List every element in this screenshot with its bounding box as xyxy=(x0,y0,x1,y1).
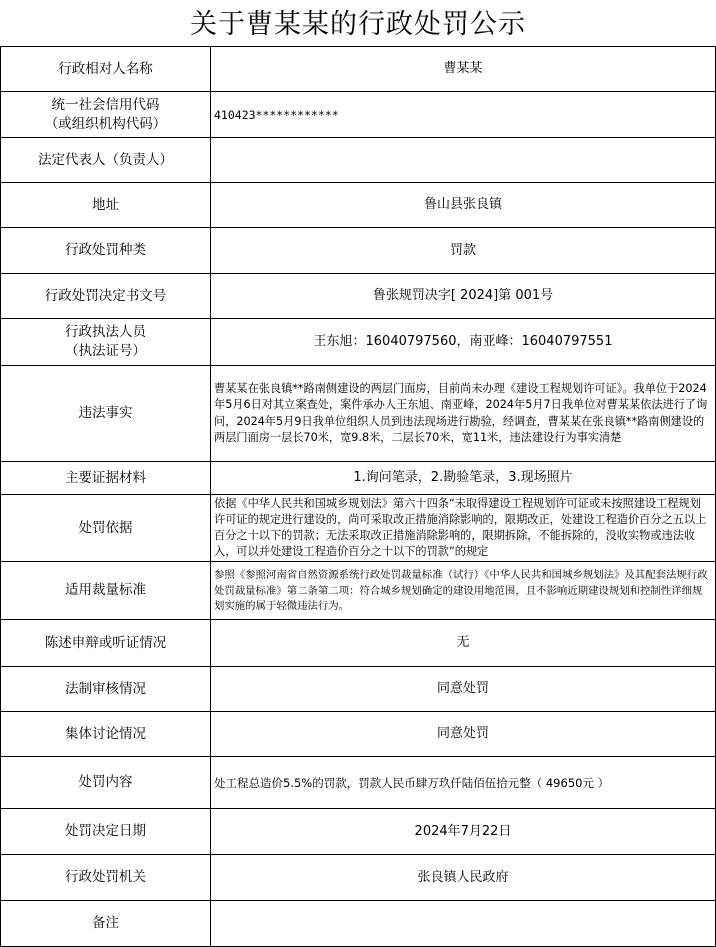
row-label: 行政执法人员 （执法证号） xyxy=(1,319,211,366)
row-value: 鲁山县张良镇 xyxy=(211,183,716,228)
row-value: 王东旭：16040797560，南亚峰：16040797551 xyxy=(211,319,716,366)
row-label: 行政相对人名称 xyxy=(1,47,211,92)
row-value xyxy=(211,138,716,183)
table-row xyxy=(1,562,716,620)
table-row xyxy=(1,92,716,138)
table-row xyxy=(1,228,716,274)
row-value: 1.询问笔录，2.勘验笔录，3.现场照片 xyxy=(211,462,716,495)
table-row xyxy=(1,274,716,319)
row-value: 2024年7月22日 xyxy=(211,809,716,855)
row-label: 违法事实 xyxy=(1,366,211,462)
penalty-info-table xyxy=(0,46,716,947)
row-value xyxy=(211,901,716,947)
row-label: 适用裁量标准 xyxy=(1,562,211,620)
row-label: 处罚依据 xyxy=(1,495,211,562)
table-row xyxy=(1,462,716,495)
row-label: 法制审核情况 xyxy=(1,667,211,712)
row-value: 处工程总造价5.5%的罚款，罚款人民币肆万玖仟陆佰伍拾元整（ 49650元 ） xyxy=(211,757,716,809)
table-row xyxy=(1,667,716,712)
table-row xyxy=(1,620,716,667)
row-value: 同意处罚 xyxy=(211,667,716,712)
row-value: 同意处罚 xyxy=(211,712,716,757)
row-label: 主要证据材料 xyxy=(1,462,211,495)
row-value: 张良镇人民政府 xyxy=(211,855,716,901)
table-row xyxy=(1,901,716,947)
row-label: 陈述申辩或听证情况 xyxy=(1,620,211,667)
page-title: 关于曹某某的行政处罚公示 xyxy=(190,9,526,40)
table-row xyxy=(1,319,716,366)
row-label: 统一社会信用代码 （或组织机构代码） xyxy=(1,92,211,138)
table-row xyxy=(1,757,716,809)
row-label: 法定代表人（负责人） xyxy=(1,138,211,183)
table-row xyxy=(1,495,716,562)
row-value: 无 xyxy=(211,620,716,667)
table-row xyxy=(1,809,716,855)
row-value: 参照《参照河南省自然资源系统行政处罚裁量标准（试行）《中华人民共和国城乡规划法》及其配套法规行政处罚裁量标准》第二条第二项：符合城乡规划确定的建设用地范围，且不影响近期建设规划和控制性详细规划实施的属于轻微违法行为。 xyxy=(211,562,716,620)
row-label: 备注 xyxy=(1,901,211,947)
row-value: 鲁张规罚决字[ 2024]第 001号 xyxy=(211,274,716,319)
table-row xyxy=(1,855,716,901)
table-row xyxy=(1,712,716,757)
row-value: 罚款 xyxy=(211,228,716,274)
row-label: 行政处罚决定书文号 xyxy=(1,274,211,319)
row-label: 处罚决定日期 xyxy=(1,809,211,855)
table-row xyxy=(1,47,716,92)
row-label: 行政处罚机关 xyxy=(1,855,211,901)
row-label: 地址 xyxy=(1,183,211,228)
row-label: 行政处罚种类 xyxy=(1,228,211,274)
row-value: 依据《中华人民共和国城乡规划法》第六十四条“未取得建设工程规划许可证或未按照建设工程规划许可证的规定进行建设的，尚可采取改正措施消除影响的，限期改正，处建设工程造价百分之五以上百分之十以下的罚款；无法采取改正措施消除影响的，限期拆除，不能拆除的，没收实物或违法收入，可以并处建设工程造价百分之十以下的罚款”的规定 xyxy=(211,495,716,562)
row-label: 处罚内容 xyxy=(1,757,211,809)
row-label: 集体讨论情况 xyxy=(1,712,211,757)
row-value: 410423************ xyxy=(211,92,716,138)
row-value: 曹某某 xyxy=(211,47,716,92)
table-row xyxy=(1,366,716,462)
table-row xyxy=(1,183,716,228)
row-value: 曹某某在张良镇**路南侧建设的两层门面房，目前尚未办理《建设工程规划许可证》。我单位于2024年5月6日对其立案查处，案件承办人王东旭、南亚峰，2024年5月7日我单位对曹某某依法进行了询问，2024年5月9日我单位组织人员到违法现场进行勘验，经调查，曹某某在张良镇**路南侧建设的两层门面房一层长70米，宽9.8米，二层长70米，宽11米，违法建设行为事实清楚 xyxy=(211,366,716,462)
table-row xyxy=(1,138,716,183)
